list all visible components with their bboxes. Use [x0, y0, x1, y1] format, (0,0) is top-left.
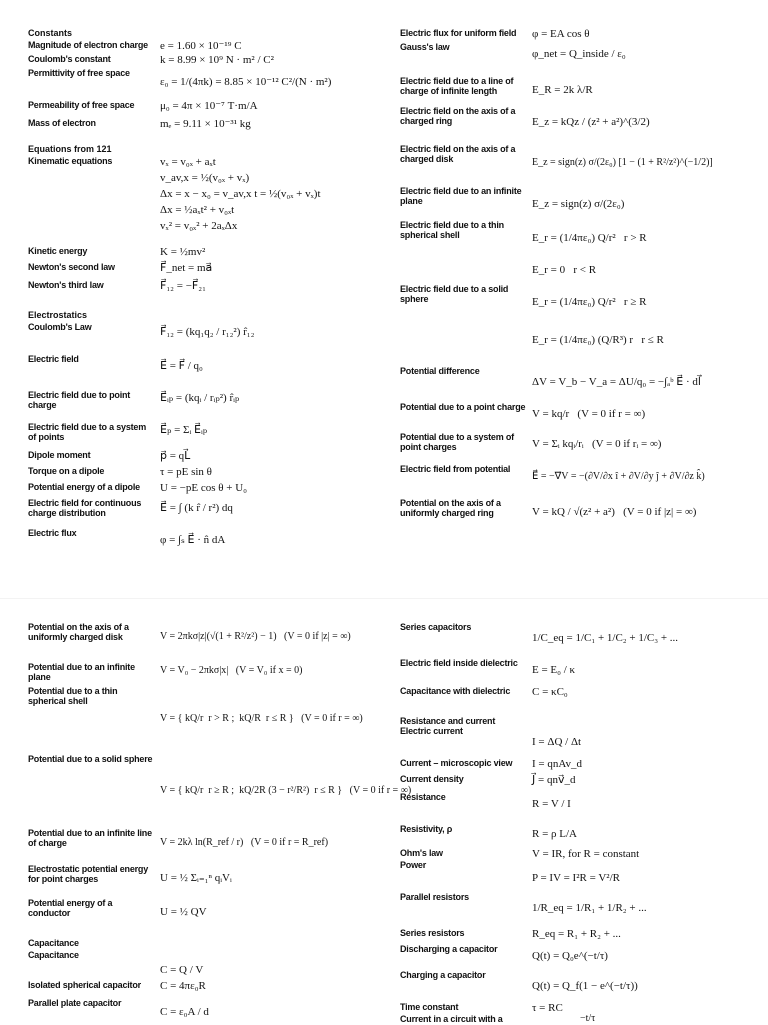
label-torque-dipole: Torque on a dipole: [28, 466, 105, 476]
label-kinematic: Kinematic equations: [28, 156, 113, 166]
eq-coulomb-law: F⃗₁₂ = (kq₁q₂ / r₁₂²) r̂₁₂: [160, 326, 255, 338]
label-potential-solid-sphere: Potential due to a solid sphere: [28, 754, 153, 764]
eq-kinematic-4: Δx = ½aₓt² + v₀ₓt: [160, 204, 235, 216]
label-coulomb-constant: Coulomb's constant: [28, 54, 111, 64]
eq-line-charge: E_R = 2k λ/R: [532, 84, 593, 96]
label-mass-electron: Mass of electron: [28, 118, 96, 128]
eq-resistivity: R = ρ L/A: [532, 828, 577, 840]
label-ohms-law: Ohm's law: [400, 848, 443, 858]
label-flux-uniform: Electric flux for uniform field: [400, 28, 517, 38]
label-capacitance-dielectric: Capacitance with dielectric: [400, 686, 511, 696]
label-potential-shell: Potential due to a thin spherical shell: [28, 686, 118, 706]
label-permittivity: Permittivity of free space: [28, 68, 130, 78]
eq-parallel-plate: C = ε₀A / d: [160, 1006, 209, 1018]
eq-potential-plane: V = V₀ − 2πkσ|x| (V = V₀ if x = 0): [160, 665, 303, 676]
eq-resistance: R = V / I: [532, 798, 571, 810]
label-infinite-plane: Electric field due to an infinite plane: [400, 186, 522, 206]
label-parallel-resistors: Parallel resistors: [400, 892, 469, 902]
eq-charging-capacitor: Q(t) = Q_f(1 − e^(−t/τ)): [532, 980, 638, 992]
eq-electric-current: I = ΔQ / Δt: [532, 736, 582, 748]
label-line-charge: Electric field due to a line of charge of infinite length: [400, 76, 514, 96]
label-potential-system: Potential due to a system of point charges: [400, 432, 514, 452]
label-newton-third: Newton's third law: [28, 280, 104, 290]
eq-newton-third: F⃗₁₂ = −F⃗₂₁: [160, 280, 206, 292]
label-current-density: Current density: [400, 774, 464, 784]
label-electrostatic-energy: Electrostatic potential energy for point charges: [28, 864, 149, 884]
eq-discharging-capacitor: Q(t) = Q₀e^(−t/τ): [532, 950, 608, 962]
label-discharging-capacitor: Discharging a capacitor: [400, 944, 498, 954]
eq-field-dielectric: E = E₀ / κ: [532, 664, 576, 676]
eq-infinite-plane: E_z = sign(z) σ/(2ε₀): [532, 198, 625, 210]
label-permeability: Permeability of free space: [28, 100, 135, 110]
label-newton-second: Newton's second law: [28, 262, 115, 272]
eq-dipole-moment: p⃗ = qL⃗: [160, 450, 191, 462]
equations-121-header: Equations from 121: [28, 144, 112, 154]
eq-mass-electron: mₑ = 9.11 × 10⁻³¹ kg: [160, 118, 251, 130]
label-potential-difference: Potential difference: [400, 366, 480, 376]
label-electron-charge: Magnitude of electron charge: [28, 40, 148, 50]
label-current-microscopic: Current – microscopic view: [400, 758, 513, 768]
eq-series-capacitors: 1/C_eq = 1/C₁ + 1/C₂ + 1/C₃ + ...: [532, 632, 679, 644]
eq-field-from-potential: E⃗ = −∇⃗V = −(∂V/∂x î + ∂V/∂y ĵ + ∂V/∂z k̂): [532, 471, 705, 482]
label-charging-capacitor: Charging a capacitor: [400, 970, 486, 980]
electrostatics-header: Electrostatics: [28, 310, 88, 320]
eq-spherical-capacitor: C = 4πε₀R: [160, 980, 206, 992]
label-spherical-capacitor: Isolated spherical capacitor: [28, 980, 141, 990]
label-charged-ring: Electric field on the axis of a charged ring: [400, 106, 516, 126]
label-electric-field: Electric field: [28, 354, 79, 364]
eq-permeability: μ₀ = 4π × 10⁻⁷ T·m/A: [160, 100, 258, 112]
label-kinetic-energy: Kinetic energy: [28, 246, 88, 256]
label-potential-energy-dipole: Potential energy of a dipole: [28, 482, 140, 492]
eq-current-circuit: −t/τ: [580, 1013, 596, 1024]
eq-series-resistors: R_eq = R₁ + R₂ + ...: [532, 928, 621, 940]
eq-solid-sphere-outside: E_r = (1/4πε₀) Q/r² r ≥ R: [532, 296, 647, 308]
eq-coulomb-constant: k = 8.99 × 10⁹ N · m² / C²: [160, 54, 274, 66]
label-solid-sphere: Electric field due to a solid sphere: [400, 284, 509, 304]
constants-header: Constants: [28, 28, 73, 38]
eq-potential-disk: V = 2πkσ|z|(√(1 + R²/z²) − 1) (V = 0 if |z| = ∞): [160, 631, 351, 642]
label-spherical-shell: Electric field due to a thin spherical shell: [400, 220, 504, 240]
label-power: Power: [400, 860, 427, 870]
eq-potential-difference: ΔV = V_b − V_a = ΔU/q₀ = −∫ₐᵇ E⃗ · dl⃗: [532, 376, 701, 388]
eq-spherical-shell: E_r = (1/4πε₀) Q/r² r > R: [532, 232, 647, 244]
eq-charged-disk: E_z = sign(z) σ/(2ε₀) [1 − (1 + R²/z²)^(−1/2)]: [532, 157, 713, 168]
label-potential-plane: Potential due to an infinite plane: [28, 662, 135, 682]
eq-potential-system: V = Σᵢ kqᵢ/rᵢ (V = 0 if rᵢ = ∞): [532, 438, 662, 450]
eq-power: P = IV = I²R = V²/R: [532, 872, 620, 884]
eq-potential-shell: V = { kQ/r r > R ; kQ/R r ≤ R } (V = 0 if r = ∞): [160, 713, 363, 724]
label-capacitance-section: Capacitance: [28, 938, 79, 948]
label-parallel-plate: Parallel plate capacitor: [28, 998, 122, 1008]
eq-potential-point-charge: V = kq/r (V = 0 if r = ∞): [532, 408, 646, 420]
eq-current-density: J⃗ = qnv⃗_d: [532, 774, 576, 786]
label-resistance: Resistance: [400, 792, 446, 802]
label-resistance-current-section: Resistance and current: [400, 716, 496, 726]
label-electric-current: Electric current: [400, 726, 463, 736]
eq-ohms-law: V = IR, for R = constant: [532, 848, 640, 860]
eq-parallel-resistors: 1/R_eq = 1/R₁ + 1/R₂ + ...: [532, 902, 647, 914]
eq-kinematic-3: Δx = x − x₀ = v_av,x t = ½(v₀ₓ + vₓ)t: [160, 188, 321, 200]
eq-kinematic-1: vₓ = v₀ₓ + aₓt: [160, 156, 216, 168]
eq-potential-solid-sphere: V = { kQ/r r ≥ R ; kQ/2R (3 − r²/R²) r ≤ R } (V = 0 if r = ∞): [160, 785, 412, 796]
eq-flux-uniform: φ = EA cos θ: [532, 28, 590, 40]
label-series-resistors: Series resistors: [400, 928, 465, 938]
page-gap-divider: [0, 598, 768, 599]
eq-spherical-shell-inside: E_r = 0 r < R: [532, 264, 597, 276]
eq-charged-ring: E_z = kQz / (z² + a²)^(3/2): [532, 116, 650, 128]
eq-time-constant: τ = RC: [532, 1002, 563, 1014]
eq-potential-ring: V = kQ / √(z² + a²) (V = 0 if |z| = ∞): [532, 506, 697, 518]
eq-kinematic-2: v_av,x = ½(v₀ₓ + vₓ): [160, 172, 250, 184]
eq-capacitance-dielectric: C = κC₀: [532, 686, 568, 698]
eq-electrostatic-energy: U = ½ Σᵢ₌₁ⁿ qᵢVᵢ: [160, 872, 232, 884]
eq-conductor-energy: U = ½ QV: [160, 906, 207, 918]
eq-current-microscopic: I = qnAv_d: [532, 758, 582, 770]
eq-newton-second: F⃗_net = ma⃗: [160, 262, 213, 274]
eq-permittivity: ε₀ = 1/(4πk) = 8.85 × 10⁻¹² C²/(N · m²): [160, 76, 332, 88]
label-time-constant: Time constant: [400, 1002, 459, 1012]
label-series-capacitors: Series capacitors: [400, 622, 472, 632]
label-electric-flux: Electric flux: [28, 528, 77, 538]
label-field-system-points: Electric field due to a system of points: [28, 422, 147, 442]
eq-electron-charge: e = 1.60 × 10⁻¹⁹ C: [160, 40, 242, 52]
eq-field-point-charge: E⃗ᵢₚ = (kqᵢ / rᵢₚ²) r̂ᵢₚ: [160, 392, 240, 404]
eq-potential-line: V = 2kλ ln(R_ref / r) (V = 0 if r = R_ref): [160, 837, 329, 848]
label-dipole-moment: Dipole moment: [28, 450, 91, 460]
label-field-dielectric: Electric field inside dielectric: [400, 658, 518, 668]
label-potential-point-charge: Potential due to a point charge: [400, 402, 526, 412]
eq-kinetic-energy: K = ½mv²: [160, 246, 206, 258]
label-coulomb-law: Coulomb's Law: [28, 322, 92, 332]
label-potential-line: Potential due to an infinite line of charge: [28, 828, 152, 848]
label-current-circuit: Current in a circuit with a: [400, 1014, 503, 1024]
eq-electric-flux: φ = ∫ₛ E⃗ · n̂ dA: [160, 534, 226, 546]
label-continuous-charge: Electric field for continuous charge distribution: [28, 498, 142, 518]
eq-gauss-law: φ_net = Q_inside / ε₀: [532, 48, 626, 60]
eq-field-system-points: E⃗ₚ = Σᵢ E⃗ᵢₚ: [160, 424, 208, 436]
label-resistivity: Resistivity, ρ: [400, 824, 453, 834]
eq-kinematic-5: vₓ² = v₀ₓ² + 2aₓΔx: [160, 220, 238, 232]
label-gauss-law: Gauss's law: [400, 42, 450, 52]
label-field-from-potential: Electric field from potential: [400, 464, 511, 474]
eq-electric-field: E⃗ = F⃗ / q₀: [160, 360, 203, 372]
eq-solid-sphere-inside: E_r = (1/4πε₀) (Q/R³) r r ≤ R: [532, 334, 664, 346]
eq-continuous-charge: E⃗ = ∫ (k r̂ / r²) dq: [160, 502, 233, 514]
eq-potential-energy-dipole: U = −pE cos θ + U₀: [160, 482, 247, 494]
label-conductor-energy: Potential energy of a conductor: [28, 898, 113, 918]
eq-torque-dipole: τ = pE sin θ: [160, 466, 212, 478]
eq-capacitance: C = Q / V: [160, 964, 204, 976]
label-capacitance: Capacitance: [28, 950, 79, 960]
label-potential-ring: Potential on the axis of a uniformly charged ring: [400, 498, 501, 518]
label-charged-disk: Electric field on the axis of a charged disk: [400, 144, 516, 164]
label-field-point-charge: Electric field due to point charge: [28, 390, 131, 410]
label-potential-disk: Potential on the axis of a uniformly charged disk: [28, 622, 129, 642]
